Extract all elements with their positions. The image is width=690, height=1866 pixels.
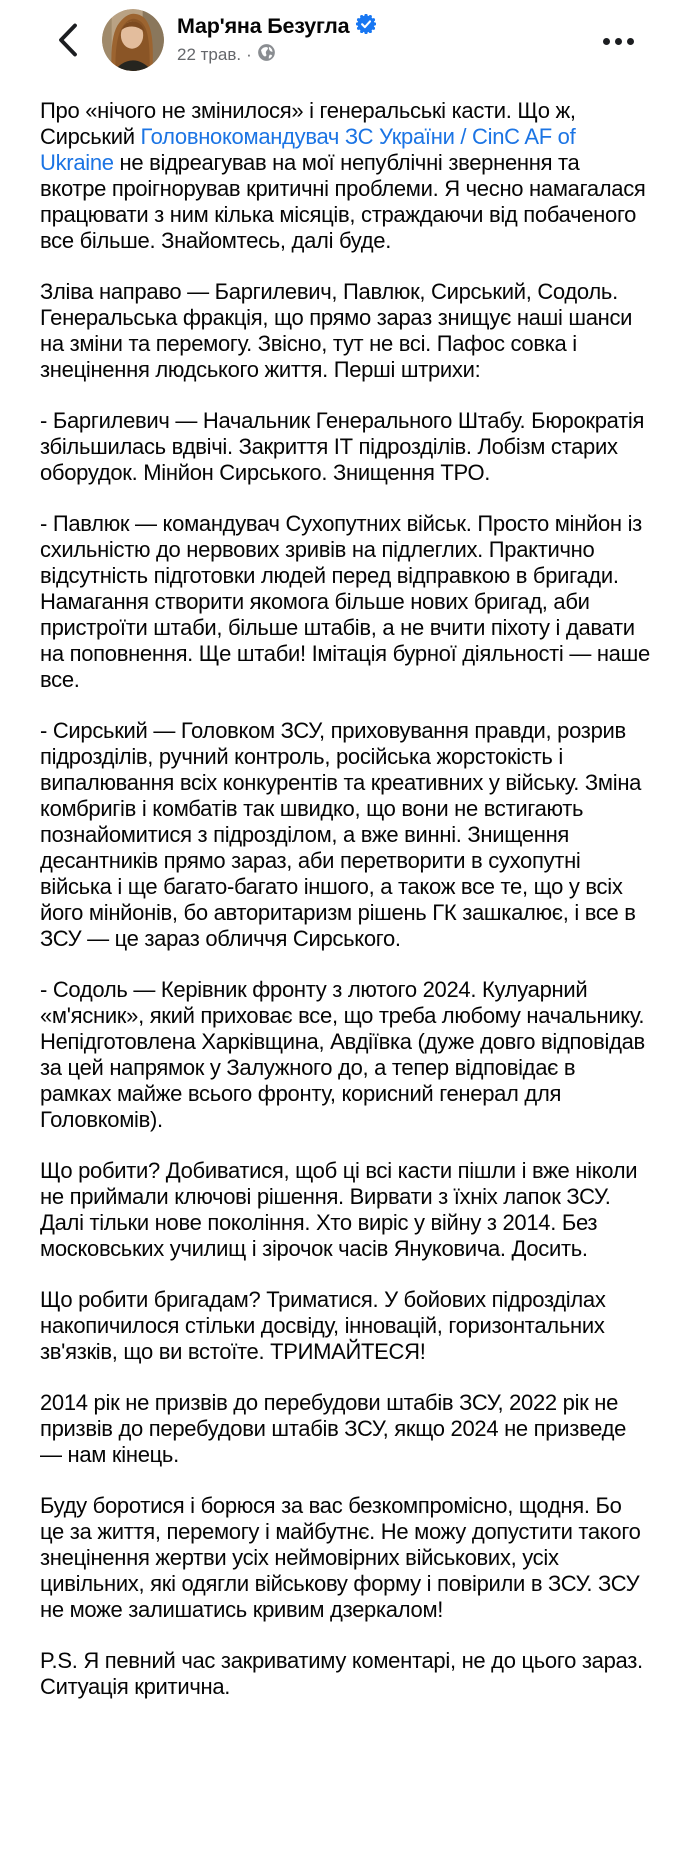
post-text: - Содоль — Керівник фронту з лютого 2024. Кулуарний «м'ясник», який приховає все, що треба любому начальнику. Непідготовлена Харківщина, Авдіївка (дуже довго відповідав за цей напрямок у Залужного до, а тепер відповідає в рамках майже всього фронту, корисний генерал для Головкомів). bbox=[40, 977, 645, 1132]
post-text: P.S. Я певний час закриватиму коментарі, не до цього зараз. Ситуація критична. bbox=[40, 1648, 643, 1699]
post-paragraph bbox=[40, 98, 650, 254]
back-button[interactable] bbox=[54, 22, 80, 60]
author-name-row bbox=[177, 14, 376, 39]
author-name[interactable]: Мар'яна Безугла bbox=[177, 14, 350, 38]
post-header bbox=[0, 0, 690, 78]
post-paragraph bbox=[40, 279, 650, 383]
post-meta-row bbox=[177, 43, 376, 67]
page-mention-link[interactable]: Головнокомандувач ЗС України / CinC AF of Ukraine bbox=[40, 124, 576, 175]
more-options-button[interactable] bbox=[599, 34, 638, 49]
post-paragraph bbox=[40, 718, 650, 952]
post-paragraph bbox=[40, 511, 650, 693]
post-paragraph bbox=[40, 1493, 650, 1623]
meta-separator: · bbox=[246, 45, 252, 64]
post-text: - Сирський — Головком ЗСУ, приховування правди, розрив підрозділів, ручний контроль, російська жорстокість і випалювання всіх конкурентів та креативних у війську. Зміна комбригів і комбатів так швидко, що вони не встигають познайомитися з підрозділом, а вже винні. Знищення десантників прямо зараз, аби перетворити в сухопутні війська і ще багато-багато іншого, а також все те, що у всіх його мінйонів, бо авторитаризм рішень ГК зашкалює, і все в ЗСУ — це зараз обличчя Сирського. bbox=[40, 718, 642, 951]
post-text: Буду боротися і борюся за вас безкомпромісно, щодня. Бо це за життя, перемогу і майбутнє. Не можу допустити такого знецінення жертви усіх неймовірних військових, усіх цивільних, які одягли військову форму і повірили в ЗСУ. ЗСУ не може залишатись кривим дзеркалом! bbox=[40, 1493, 641, 1622]
post-text: не відреагував на мої непублічні звернення та вкотре проігнорував критичні проблеми. Я чесно намагалася працювати з ним кілька місяців, страждаючи від побаченого все більше. Знайомтесь, далі буде. bbox=[40, 150, 646, 253]
post-text: Що робити? Добиватися, щоб ці всі касти пішли і вже ніколи не приймали ключові рішення. Вирвати з їхніх лапок ЗСУ. Далі тільки нове покоління. Хто виріс у війну з 2014. Без московських училищ і зірочок часів Януковича. Досить. bbox=[40, 1158, 638, 1261]
post-timestamp[interactable]: 22 трав. bbox=[177, 45, 242, 64]
ellipsis-dot bbox=[603, 38, 610, 45]
post-text: - Баргилевич — Начальник Генерального Штабу. Бюрократія збільшилась вдвічі. Закриття ІТ підрозділів. Лобізм старих оборудок. Мінйон Сирського. Знищення ТРО. bbox=[40, 408, 645, 485]
post-body bbox=[0, 78, 690, 1734]
post-text: Про «нічого не змінилося» і генеральські касти. Що ж, Сирський bbox=[40, 98, 576, 149]
post-paragraph bbox=[40, 408, 650, 486]
post-paragraph bbox=[40, 1648, 650, 1700]
profile-avatar[interactable] bbox=[102, 9, 164, 71]
post-text: 2014 рік не призвів до перебудови штабів ЗСУ, 2022 рік не призвів до перебудови штабів ЗСУ, якщо 2024 не призведе — нам кінець. bbox=[40, 1390, 627, 1467]
ellipsis-dot bbox=[627, 38, 634, 45]
author-block bbox=[177, 14, 376, 67]
chevron-left-icon bbox=[57, 23, 78, 60]
verified-badge-icon bbox=[356, 14, 376, 39]
post-paragraph bbox=[40, 1287, 650, 1365]
post-text: Зліва направо — Баргилевич, Павлюк, Сирський, Содоль. Генеральська фракція, що прямо зараз знищує наші шанси на зміни та перемогу. Звісно, тут не всі. Пафос совка і знецінення людського життя. Перші штрихи: bbox=[40, 279, 633, 382]
post-text: - Павлюк — командувач Сухопутних військ. Просто мінйон із схильністю до нервових зривів на підлеглих. Практично відсутність підготовки людей перед відправкою в бригади. Намагання створити якомога більше нових бригад, аби пристроїти штаби, більше штабів, а не вчити піхоту і давати на поповнення. Ще штаби! Імітація бурної діяльності — наше все. bbox=[40, 511, 650, 692]
avatar-photo bbox=[102, 58, 164, 71]
ellipsis-dot bbox=[615, 38, 622, 45]
globe-public-icon bbox=[257, 43, 276, 67]
post-paragraph bbox=[40, 1390, 650, 1468]
post-paragraph bbox=[40, 1158, 650, 1262]
post-paragraph bbox=[40, 977, 650, 1133]
post-text: Що робити бригадам? Триматися. У бойових підрозділах накопичилося стільки досвіду, інновацій, горизонтальних зв'язків, що ви встоїте. ТРИМАЙТЕСЯ! bbox=[40, 1287, 606, 1364]
